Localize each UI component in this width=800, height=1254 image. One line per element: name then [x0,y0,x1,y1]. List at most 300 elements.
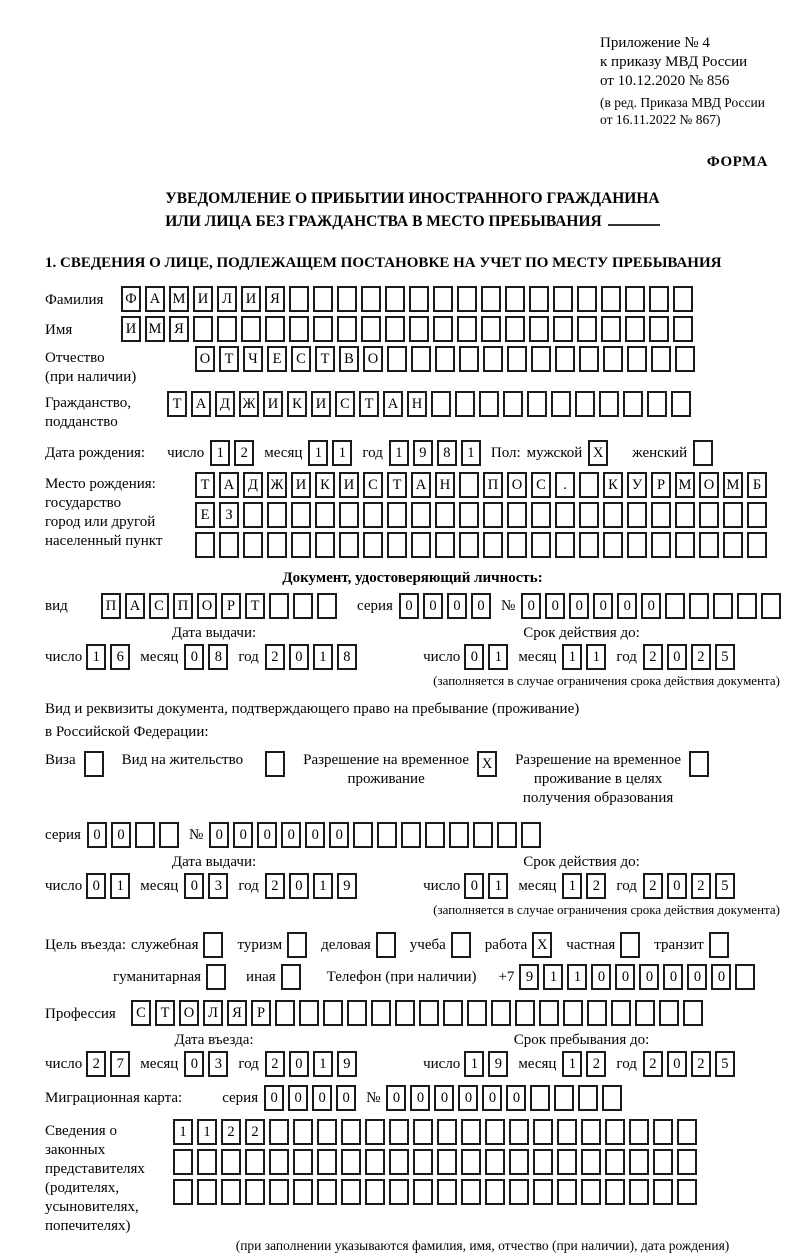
char-box[interactable]: Ж [239,391,259,417]
char-box[interactable]: 0 [288,1085,308,1111]
char-box[interactable]: 3 [208,873,228,899]
char-box[interactable]: К [603,472,623,498]
char-box[interactable]: 0 [399,593,419,619]
char-box[interactable] [365,1179,385,1205]
char-box[interactable] [413,1149,433,1175]
char-box[interactable] [563,1000,583,1026]
char-box[interactable] [620,932,640,958]
char-box[interactable]: 0 [184,873,204,899]
char-box[interactable]: А [383,391,403,417]
char-box[interactable]: М [675,472,695,498]
char-box[interactable] [629,1179,649,1205]
char-box[interactable]: X [477,751,497,777]
char-box[interactable]: 0 [209,822,229,848]
char-box[interactable] [291,532,311,558]
char-box[interactable]: 2 [265,644,285,670]
char-box[interactable] [371,1000,391,1026]
char-box[interactable] [505,286,525,312]
char-box[interactable]: А [411,472,431,498]
char-box[interactable] [601,286,621,312]
char-box[interactable] [527,391,547,417]
char-box[interactable] [197,1179,217,1205]
char-box[interactable]: 0 [687,964,707,990]
char-box[interactable]: 1 [332,440,352,466]
char-box[interactable] [587,1000,607,1026]
char-box[interactable]: А [219,472,239,498]
char-box[interactable]: П [101,593,121,619]
char-box[interactable]: 0 [667,644,687,670]
char-box[interactable]: П [483,472,503,498]
char-box[interactable]: С [363,472,383,498]
char-box[interactable]: 0 [667,1051,687,1077]
char-box[interactable] [581,1149,601,1175]
char-box[interactable]: 2 [221,1119,241,1145]
char-box[interactable]: 1 [488,644,508,670]
char-box[interactable] [483,346,503,372]
char-box[interactable] [533,1179,553,1205]
char-box[interactable]: 0 [663,964,683,990]
char-box[interactable] [457,316,477,342]
char-box[interactable]: Т [245,593,265,619]
char-box[interactable] [629,1149,649,1175]
char-box[interactable] [317,593,337,619]
char-box[interactable] [675,532,695,558]
char-box[interactable]: 0 [233,822,253,848]
char-box[interactable]: 9 [519,964,539,990]
char-box[interactable] [603,346,623,372]
char-box[interactable] [605,1119,625,1145]
char-box[interactable] [389,1179,409,1205]
char-box[interactable] [553,316,573,342]
char-box[interactable] [747,502,767,528]
char-box[interactable] [575,391,595,417]
char-box[interactable] [653,1179,673,1205]
char-box[interactable] [385,286,405,312]
char-box[interactable] [699,532,719,558]
char-box[interactable] [625,316,645,342]
char-box[interactable] [195,532,215,558]
char-box[interactable] [689,593,709,619]
char-box[interactable]: 0 [458,1085,478,1111]
char-box[interactable] [505,316,525,342]
char-box[interactable]: А [191,391,211,417]
char-box[interactable] [265,316,285,342]
char-box[interactable]: С [131,1000,151,1026]
char-box[interactable] [507,346,527,372]
char-box[interactable]: 1 [464,1051,484,1077]
char-box[interactable] [437,1179,457,1205]
char-box[interactable] [217,316,237,342]
char-box[interactable] [651,502,671,528]
char-box[interactable] [557,1119,577,1145]
char-box[interactable]: С [335,391,355,417]
char-box[interactable]: 0 [521,593,541,619]
char-box[interactable] [557,1179,577,1205]
char-box[interactable]: 0 [336,1085,356,1111]
char-box[interactable] [245,1149,265,1175]
char-box[interactable]: У [627,472,647,498]
char-box[interactable] [530,1085,550,1111]
char-box[interactable]: . [555,472,575,498]
char-box[interactable] [376,932,396,958]
char-box[interactable] [449,822,469,848]
char-box[interactable] [659,1000,679,1026]
char-box[interactable]: К [315,472,335,498]
char-box[interactable]: И [193,286,213,312]
char-box[interactable] [599,391,619,417]
char-box[interactable] [401,822,421,848]
char-box[interactable] [269,1149,289,1175]
char-box[interactable] [221,1179,241,1205]
char-box[interactable]: 2 [586,1051,606,1077]
char-box[interactable] [197,1149,217,1175]
char-box[interactable]: 0 [482,1085,502,1111]
char-box[interactable] [459,532,479,558]
char-box[interactable] [509,1179,529,1205]
char-box[interactable] [269,593,289,619]
char-box[interactable] [577,286,597,312]
char-box[interactable]: 9 [413,440,433,466]
char-box[interactable] [605,1179,625,1205]
char-box[interactable]: 2 [643,1051,663,1077]
char-box[interactable]: 0 [111,822,131,848]
char-box[interactable] [653,1149,673,1175]
char-box[interactable]: А [125,593,145,619]
char-box[interactable] [671,391,691,417]
char-box[interactable] [677,1179,697,1205]
char-box[interactable] [193,316,213,342]
char-box[interactable]: 0 [289,644,309,670]
char-box[interactable]: 1 [197,1119,217,1145]
char-box[interactable] [481,316,501,342]
char-box[interactable]: Д [243,472,263,498]
char-box[interactable] [293,1149,313,1175]
char-box[interactable]: П [173,593,193,619]
char-box[interactable] [709,932,729,958]
char-box[interactable] [267,532,287,558]
char-box[interactable] [557,1149,577,1175]
char-box[interactable]: К [287,391,307,417]
char-box[interactable]: 0 [184,644,204,670]
char-box[interactable] [461,1179,481,1205]
char-box[interactable] [203,932,223,958]
char-box[interactable]: 2 [691,644,711,670]
char-box[interactable] [313,316,333,342]
char-box[interactable] [649,286,669,312]
char-box[interactable] [713,593,733,619]
char-box[interactable]: 0 [639,964,659,990]
char-box[interactable] [503,391,523,417]
char-box[interactable]: О [179,1000,199,1026]
char-box[interactable]: Т [315,346,335,372]
char-box[interactable]: 0 [464,644,484,670]
char-box[interactable] [579,472,599,498]
char-box[interactable]: 0 [87,822,107,848]
char-box[interactable]: 2 [643,873,663,899]
char-box[interactable]: Т [359,391,379,417]
char-box[interactable] [459,472,479,498]
char-box[interactable]: 0 [447,593,467,619]
char-box[interactable] [627,502,647,528]
char-box[interactable] [531,346,551,372]
char-box[interactable] [419,1000,439,1026]
char-box[interactable]: Р [651,472,671,498]
char-box[interactable] [529,286,549,312]
char-box[interactable] [315,532,335,558]
char-box[interactable] [221,1149,241,1175]
char-box[interactable]: 0 [410,1085,430,1111]
char-box[interactable] [737,593,757,619]
char-box[interactable]: 0 [264,1085,284,1111]
char-box[interactable] [761,593,781,619]
char-box[interactable] [173,1149,193,1175]
char-box[interactable] [507,502,527,528]
char-box[interactable] [135,822,155,848]
char-box[interactable] [387,346,407,372]
char-box[interactable] [317,1149,337,1175]
char-box[interactable]: И [291,472,311,498]
char-box[interactable] [341,1119,361,1145]
char-box[interactable] [647,391,667,417]
char-box[interactable]: Я [265,286,285,312]
char-box[interactable]: Б [747,472,767,498]
char-box[interactable] [281,964,301,990]
char-box[interactable] [693,440,713,466]
char-box[interactable]: 0 [257,822,277,848]
char-box[interactable] [339,502,359,528]
char-box[interactable] [361,316,381,342]
char-box[interactable] [287,932,307,958]
char-box[interactable] [603,532,623,558]
char-box[interactable] [723,532,743,558]
char-box[interactable]: 2 [691,873,711,899]
char-box[interactable] [289,316,309,342]
char-box[interactable] [323,1000,343,1026]
char-box[interactable]: 1 [543,964,563,990]
char-box[interactable] [651,346,671,372]
char-box[interactable] [611,1000,631,1026]
char-box[interactable] [675,502,695,528]
char-box[interactable]: 1 [173,1119,193,1145]
char-box[interactable] [347,1000,367,1026]
char-box[interactable] [473,822,493,848]
char-box[interactable] [467,1000,487,1026]
char-box[interactable]: Я [227,1000,247,1026]
char-box[interactable] [627,532,647,558]
char-box[interactable]: 8 [208,644,228,670]
char-box[interactable]: 1 [110,873,130,899]
char-box[interactable] [435,532,455,558]
char-box[interactable] [299,1000,319,1026]
char-box[interactable] [159,822,179,848]
char-box[interactable]: 1 [562,1051,582,1077]
char-box[interactable] [689,751,709,777]
char-box[interactable] [451,932,471,958]
char-box[interactable]: Н [407,391,427,417]
char-box[interactable] [651,532,671,558]
char-box[interactable]: 0 [615,964,635,990]
char-box[interactable]: 0 [329,822,349,848]
char-box[interactable]: Т [195,472,215,498]
char-box[interactable]: И [311,391,331,417]
char-box[interactable] [577,316,597,342]
char-box[interactable] [515,1000,535,1026]
char-box[interactable] [602,1085,622,1111]
char-box[interactable]: 0 [464,873,484,899]
char-box[interactable] [265,751,285,777]
char-box[interactable] [747,532,767,558]
char-box[interactable]: 5 [715,644,735,670]
char-box[interactable]: 1 [389,440,409,466]
char-box[interactable]: 0 [386,1085,406,1111]
char-box[interactable] [365,1149,385,1175]
char-box[interactable]: 1 [562,644,582,670]
char-box[interactable]: 0 [593,593,613,619]
char-box[interactable] [735,964,755,990]
char-box[interactable]: 0 [281,822,301,848]
char-box[interactable] [533,1149,553,1175]
char-box[interactable]: 1 [586,644,606,670]
char-box[interactable] [317,1179,337,1205]
char-box[interactable]: И [121,316,141,342]
char-box[interactable] [243,532,263,558]
char-box[interactable]: Р [221,593,241,619]
char-box[interactable] [533,1119,553,1145]
char-box[interactable]: Ж [267,472,287,498]
char-box[interactable] [605,1149,625,1175]
char-box[interactable]: 2 [245,1119,265,1145]
char-box[interactable] [425,822,445,848]
char-box[interactable] [673,286,693,312]
char-box[interactable] [341,1149,361,1175]
char-box[interactable]: Е [267,346,287,372]
char-box[interactable] [317,1119,337,1145]
char-box[interactable]: Т [167,391,187,417]
char-box[interactable] [443,1000,463,1026]
char-box[interactable] [413,1119,433,1145]
char-box[interactable] [461,1149,481,1175]
char-box[interactable]: 0 [667,873,687,899]
char-box[interactable]: 1 [488,873,508,899]
char-box[interactable] [653,1119,673,1145]
char-box[interactable]: 0 [184,1051,204,1077]
char-box[interactable]: 0 [289,873,309,899]
char-box[interactable]: 2 [265,873,285,899]
char-box[interactable] [531,502,551,528]
char-box[interactable] [509,1119,529,1145]
char-box[interactable] [206,964,226,990]
char-box[interactable] [625,286,645,312]
char-box[interactable]: О [507,472,527,498]
char-box[interactable]: 5 [715,1051,735,1077]
char-box[interactable] [507,532,527,558]
char-box[interactable] [435,346,455,372]
char-box[interactable] [291,502,311,528]
char-box[interactable] [389,1119,409,1145]
char-box[interactable] [578,1085,598,1111]
char-box[interactable]: 5 [715,873,735,899]
char-box[interactable]: 8 [437,440,457,466]
char-box[interactable]: X [532,932,552,958]
char-box[interactable] [84,751,104,777]
char-box[interactable] [629,1119,649,1145]
char-box[interactable]: О [699,472,719,498]
char-box[interactable]: 0 [617,593,637,619]
char-box[interactable] [365,1119,385,1145]
char-box[interactable]: И [263,391,283,417]
char-box[interactable]: Р [251,1000,271,1026]
char-box[interactable]: М [723,472,743,498]
char-box[interactable]: С [531,472,551,498]
char-box[interactable]: 0 [305,822,325,848]
char-box[interactable] [313,286,333,312]
char-box[interactable] [555,502,575,528]
char-box[interactable] [479,391,499,417]
char-box[interactable]: Д [215,391,235,417]
char-box[interactable]: 9 [337,1051,357,1077]
char-box[interactable] [457,286,477,312]
char-box[interactable]: 0 [471,593,491,619]
char-box[interactable]: Н [435,472,455,498]
char-box[interactable] [455,391,475,417]
char-box[interactable] [241,316,261,342]
char-box[interactable] [173,1179,193,1205]
char-box[interactable]: 6 [110,644,130,670]
char-box[interactable] [409,286,429,312]
char-box[interactable] [461,1119,481,1145]
char-box[interactable]: 2 [265,1051,285,1077]
char-box[interactable] [409,316,429,342]
char-box[interactable] [491,1000,511,1026]
char-box[interactable] [433,316,453,342]
char-box[interactable]: 1 [210,440,230,466]
char-box[interactable] [539,1000,559,1026]
char-box[interactable] [437,1119,457,1145]
char-box[interactable] [459,502,479,528]
char-box[interactable]: 1 [567,964,587,990]
char-box[interactable]: Л [203,1000,223,1026]
char-box[interactable] [581,1179,601,1205]
char-box[interactable] [269,1179,289,1205]
char-box[interactable]: 1 [461,440,481,466]
char-box[interactable] [341,1179,361,1205]
char-box[interactable] [337,316,357,342]
char-box[interactable]: С [149,593,169,619]
char-box[interactable] [497,822,517,848]
char-box[interactable] [553,286,573,312]
char-box[interactable]: 1 [313,1051,333,1077]
char-box[interactable] [623,391,643,417]
char-box[interactable]: 0 [506,1085,526,1111]
char-box[interactable] [431,391,451,417]
char-box[interactable]: Т [387,472,407,498]
char-box[interactable]: И [241,286,261,312]
char-box[interactable] [293,1119,313,1145]
char-box[interactable] [411,502,431,528]
char-box[interactable] [649,316,669,342]
char-box[interactable] [635,1000,655,1026]
char-box[interactable] [485,1119,505,1145]
char-box[interactable] [459,346,479,372]
char-box[interactable]: 9 [488,1051,508,1077]
char-box[interactable] [289,286,309,312]
char-box[interactable] [219,532,239,558]
char-box[interactable] [395,1000,415,1026]
char-box[interactable] [699,502,719,528]
char-box[interactable]: 0 [711,964,731,990]
char-box[interactable]: 0 [545,593,565,619]
char-box[interactable] [293,1179,313,1205]
